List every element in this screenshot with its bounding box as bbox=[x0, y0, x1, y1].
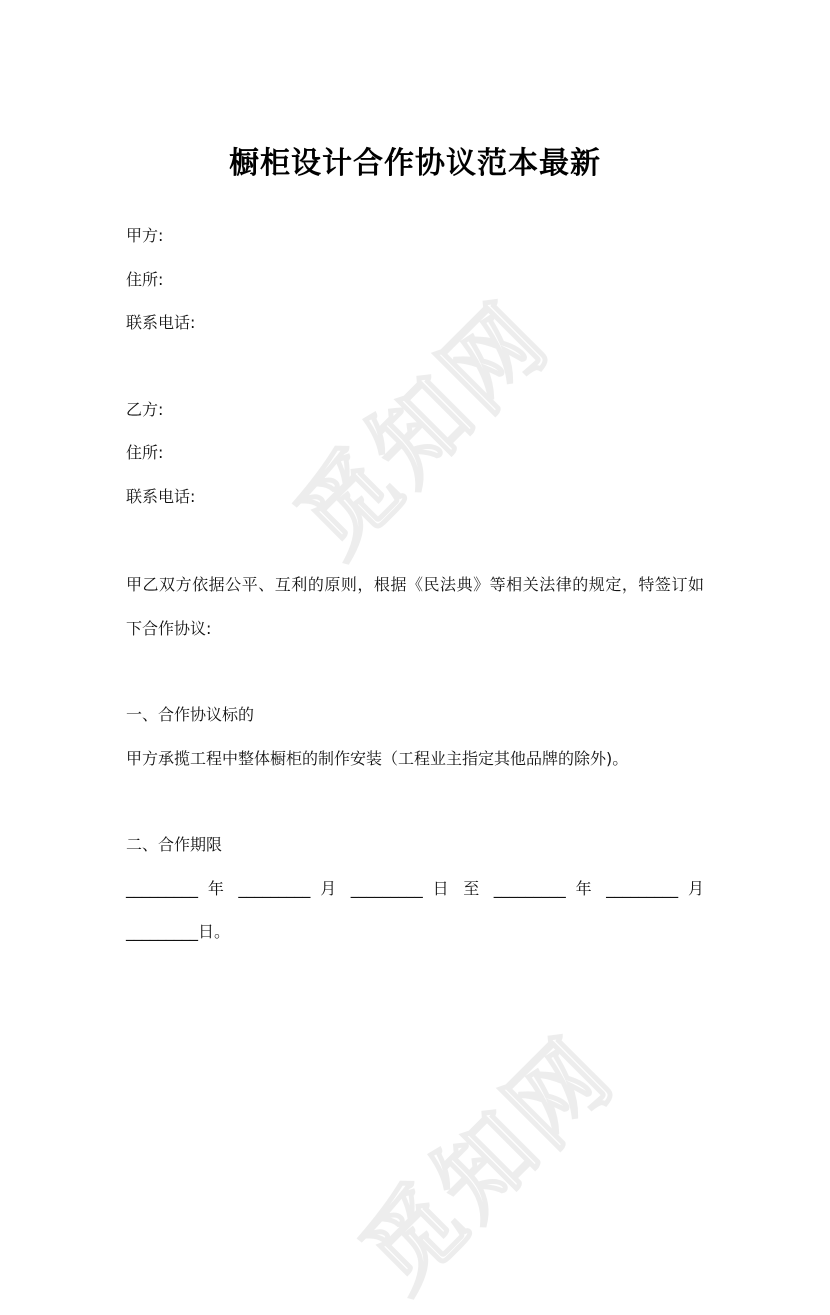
party-b-address: 住所: bbox=[126, 443, 164, 462]
watermark: 觅知网 bbox=[340, 1016, 637, 1312]
section-2-date-line-2: _________日。 bbox=[126, 922, 231, 941]
document-title: 橱柜设计合作协议范本最新 bbox=[229, 146, 601, 181]
party-a-phone: 联系电话: bbox=[126, 313, 196, 332]
preamble-line-2: 下合作协议: bbox=[126, 619, 212, 638]
section-2-date-line-1: _________ 年 _________ 月 _________ 日 至 _________ 年 _________ 月 bbox=[126, 879, 704, 898]
section-1-heading: 一、合作协议标的 bbox=[126, 705, 255, 724]
watermark: 觅知网 bbox=[275, 281, 572, 577]
preamble-line-1: 甲乙双方依据公平、互利的原则，根据《民法典》等相关法律的规定，特签订如 bbox=[126, 575, 704, 594]
party-a-address: 住所: bbox=[126, 270, 164, 289]
section-1-body: 甲方承揽工程中整体橱柜的制作安装（工程业主指定其他品牌的除外)。 bbox=[126, 749, 629, 768]
party-a-label: 甲方: bbox=[126, 226, 164, 245]
party-b-phone: 联系电话: bbox=[126, 487, 196, 506]
section-2-heading: 二、合作期限 bbox=[126, 835, 223, 854]
party-b-label: 乙方: bbox=[126, 400, 164, 419]
